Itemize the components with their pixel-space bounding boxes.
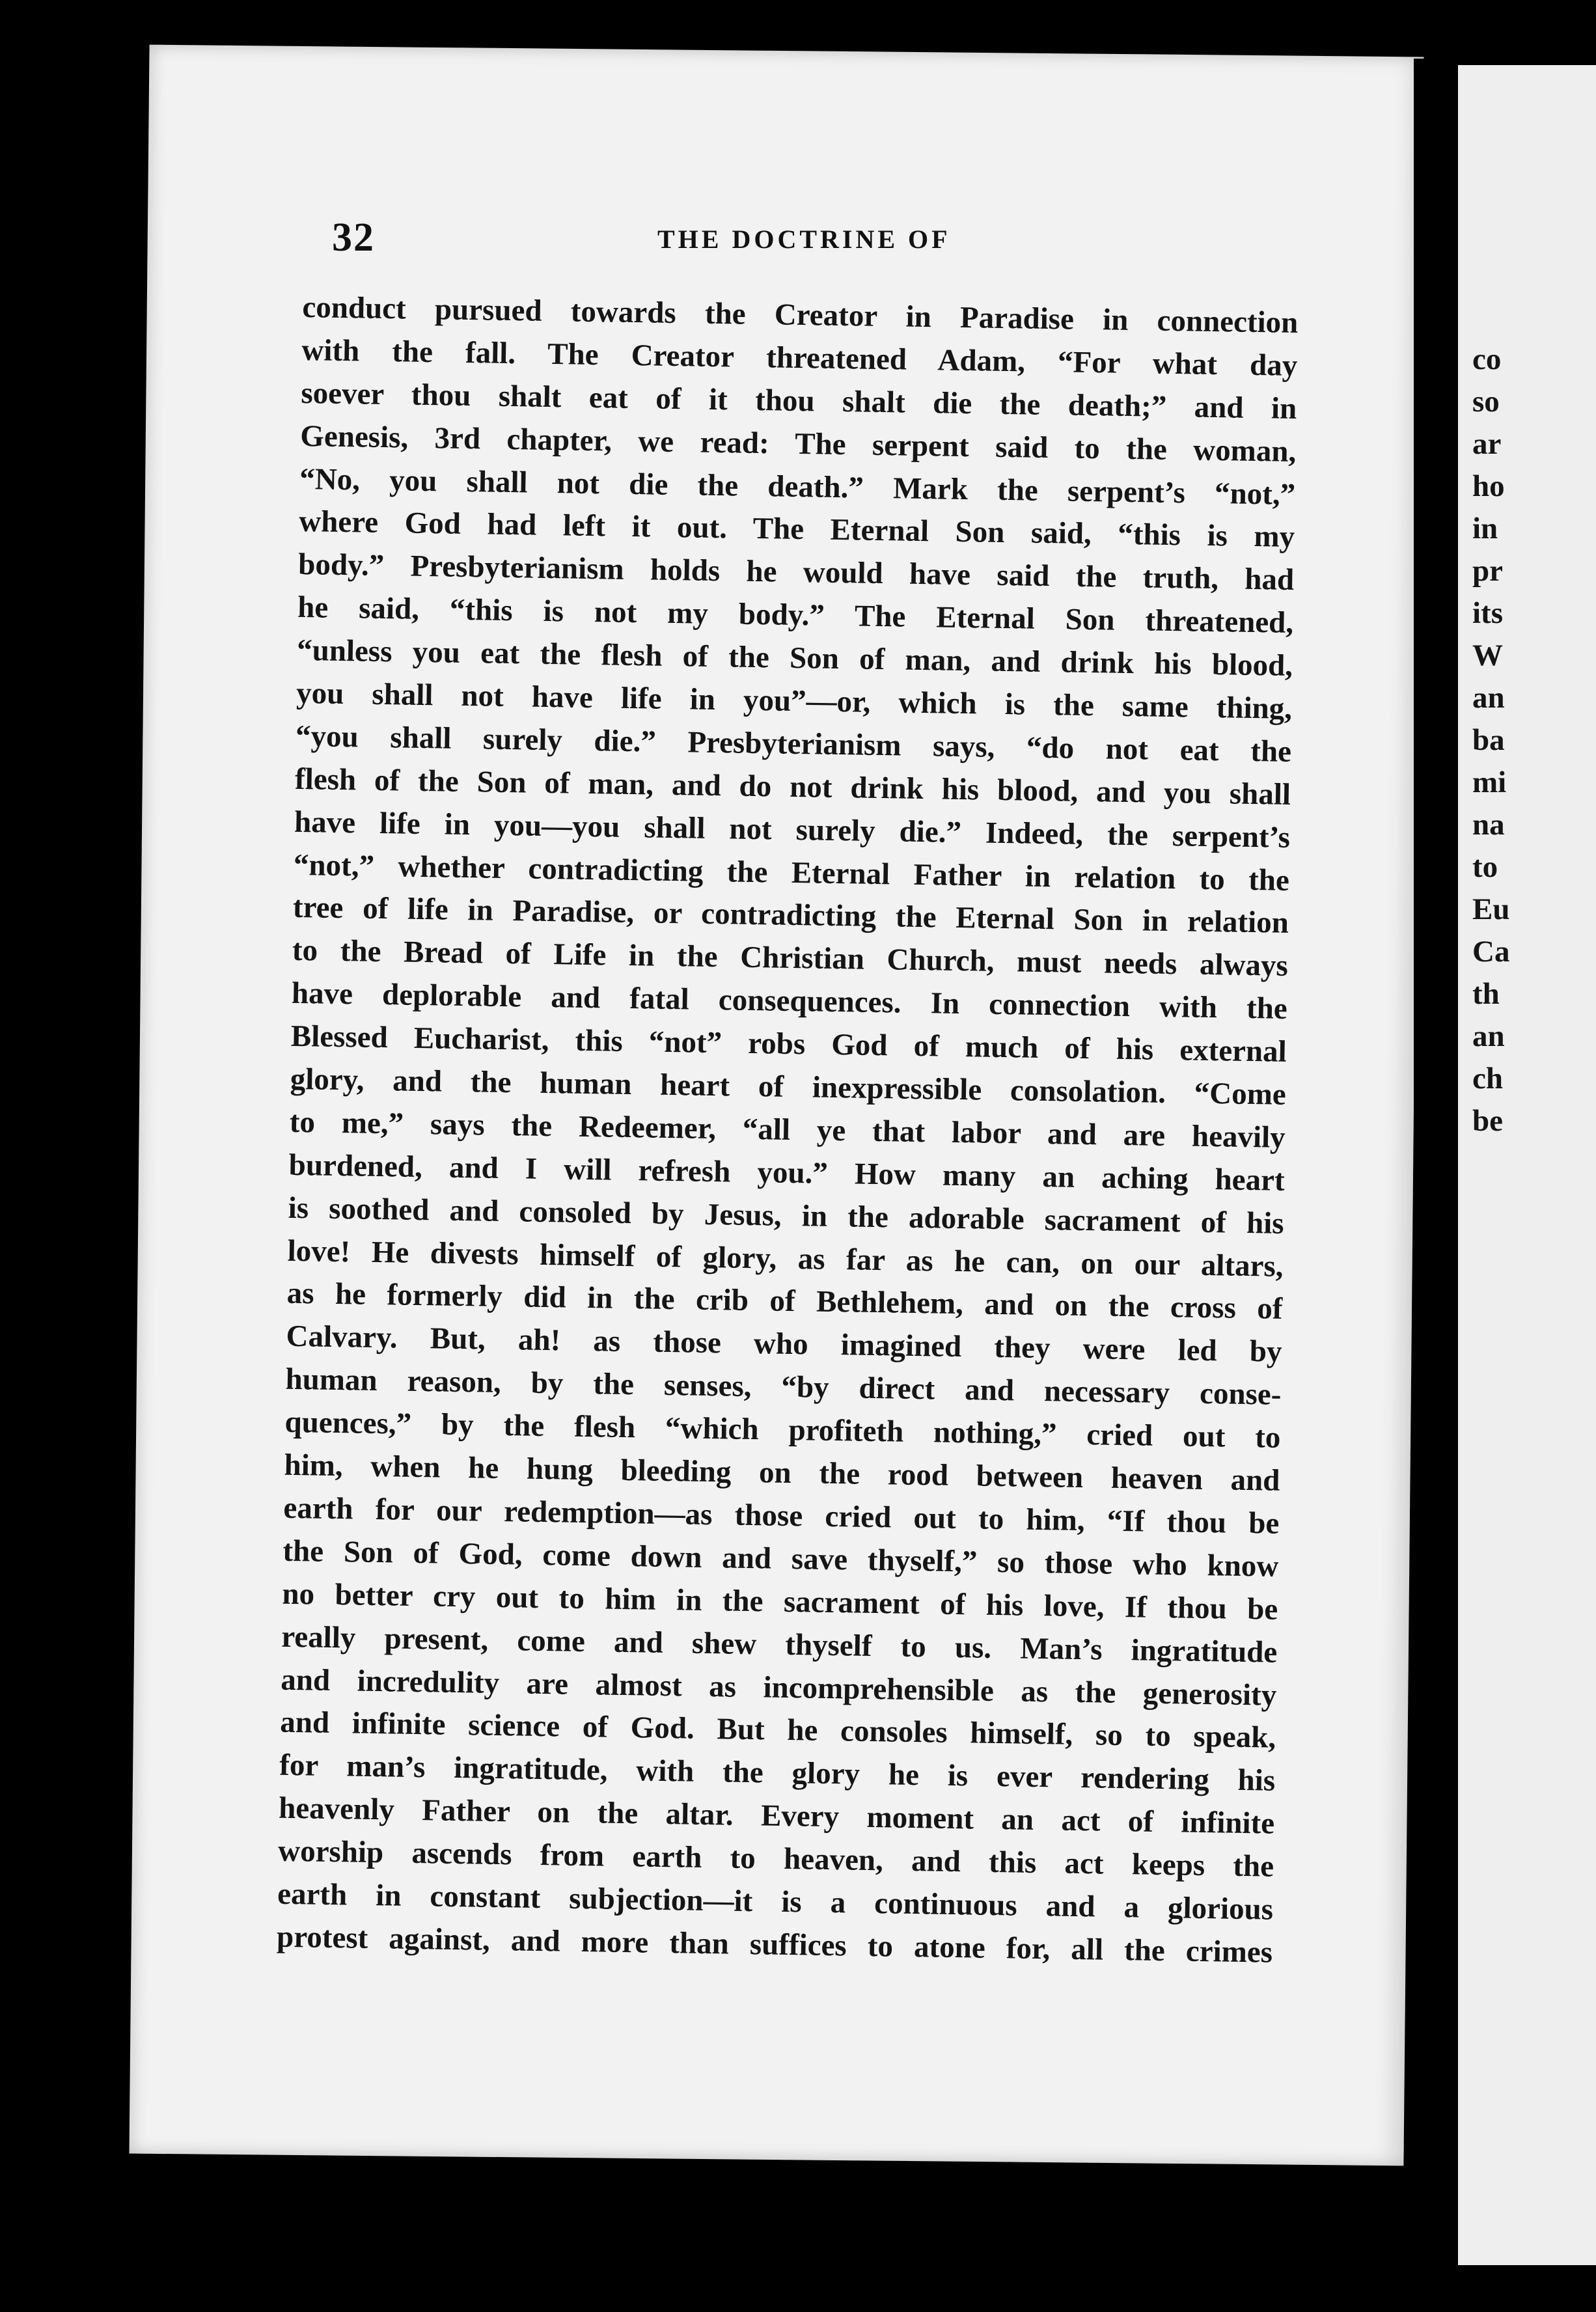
text-line: “unless you eat the flesh of the Son of man, and drink his blood, [296, 633, 1293, 683]
text-line: burdened, and I will refresh you.” How many an aching heart [288, 1148, 1286, 1198]
text-line: human reason, by the senses, “by direct and necessary conse- [285, 1362, 1282, 1412]
facing-page-fragment: an [1472, 1019, 1505, 1053]
facing-page-fragment: be [1472, 1104, 1503, 1138]
facing-page-fragment: ho [1472, 469, 1505, 503]
text-line: with the fall. The Creator threatened Adam, “For what day [301, 333, 1298, 383]
text-line: heavenly Father on the altar. Every moment an act of infinite [278, 1791, 1275, 1841]
page-number: 32 [332, 215, 375, 260]
facing-page-fragment: pr [1472, 554, 1503, 588]
text-line: is soothed and consoled by Jesus, in the adorable sacrament of his [288, 1190, 1284, 1241]
page-header [195, 215, 1302, 267]
text-line: the Son of God, come down and save thyself,” so those who know [282, 1534, 1279, 1584]
text-line: worship ascends from earth to heaven, and this act keeps the [277, 1834, 1274, 1884]
text-line: where God had left it out. The Eternal Son said, “this is my [298, 504, 1295, 555]
text-line: tree of life in Paradise, or contradicting the Eternal Son in relation [292, 890, 1289, 941]
text-line: earth in constant subjection—it is a continuous and a glorious [277, 1877, 1274, 1927]
text-line: Genesis, 3rd chapter, we read: The serpent said to the woman, [299, 419, 1297, 469]
body-text [277, 286, 1305, 1975]
facing-page-fragment: th [1472, 977, 1500, 1011]
text-line: no better cry out to him in the sacrament of his love, If thou be [282, 1576, 1278, 1627]
facing-page-fragment: to [1472, 850, 1498, 884]
text-line: “not,” whether contradicting the Eternal Father in relation to the [293, 847, 1290, 898]
text-line: love! He divests himself of glory, as far as he can, on our altars, [287, 1233, 1284, 1284]
facing-page-fragment: co [1472, 342, 1502, 376]
facing-page-fragment: its [1472, 596, 1503, 630]
text-line: as he formerly did in the crib of Bethlehem, and on the cross of [286, 1276, 1283, 1327]
text-line: body.” Presbyterianism holds he would have said the truth, had [297, 547, 1295, 598]
text-line: to the Bread of Life in the Christian Church, must needs always [292, 933, 1289, 984]
facing-page-fragment: in [1472, 512, 1498, 545]
text-line: protest against, and more than suffices to atone for, all the crimes [276, 1920, 1273, 1970]
text-line: really present, come and shew thyself to us. Man’s ingratitude [281, 1619, 1278, 1670]
text-line: “you shall surely die.” Presbyterianism says, “do not eat the [295, 719, 1292, 769]
text-line: have deplorable and fatal consequences. In connection with the [291, 976, 1288, 1026]
text-line: earth for our redemption—as those cried out to him, “If thou be [283, 1491, 1280, 1541]
facing-page-fragment: W [1472, 639, 1503, 672]
facing-page-fragment: ba [1472, 723, 1505, 757]
facing-page-fragment: mi [1472, 765, 1507, 799]
running-head: THE DOCTRINE OF [657, 225, 951, 254]
text-line: “No, you shall not die the death.” Mark the serpent’s “not,” [299, 461, 1296, 512]
facing-page-fragment: na [1472, 808, 1505, 842]
text-line: glory, and the human heart of inexpressible consolation. “Come [290, 1062, 1287, 1112]
facing-page-fragment: ar [1472, 427, 1502, 461]
facing-page-fragment: Eu [1472, 892, 1510, 926]
text-line: and incredulity are almost as incomprehensible as the generosity [280, 1662, 1277, 1713]
text-line: Blessed Eucharist, this “not” robs God of much of his external [290, 1019, 1287, 1069]
text-line: soever thou shalt eat of it thou shalt die the death;” and in [301, 376, 1297, 426]
text-line: have life in you—you shall not surely die.” Indeed, the serpent’s [294, 805, 1291, 855]
text-line: flesh of the Son of man, and do not drink his blood, and you shall [294, 762, 1291, 812]
text-line: conduct pursued towards the Creator in Paradise in connection [302, 290, 1299, 340]
text-line: quences,” by the flesh “which profiteth nothing,” cried out to [284, 1405, 1281, 1455]
text-line: you shall not have life in you”—or, which is the same thing, [296, 676, 1293, 726]
text-line: for man’s ingratitude, with the glory he is ever rendering his [279, 1748, 1276, 1798]
text-line: he said, “this is not my body.” The Eternal Son threatened, [297, 590, 1294, 640]
facing-page-fragment: ch [1472, 1062, 1503, 1095]
facing-page-fragment: so [1472, 385, 1500, 419]
facing-page-text [1472, 338, 1589, 1142]
text-line: to me,” says the Redeemer, “all ye that labor and are heavily [289, 1105, 1286, 1155]
facing-page-fragment: Ca [1472, 935, 1510, 969]
book-gutter [1414, 59, 1458, 2252]
text-line: and infinite science of God. But he consoles himself, so to speak, [279, 1705, 1276, 1755]
text-line: Calvary. But, ah! as those who imagined they were led by [286, 1319, 1282, 1369]
text-line: him, when he hung bleeding on the rood between heaven and [284, 1448, 1280, 1498]
facing-page-fragment: an [1472, 681, 1505, 715]
